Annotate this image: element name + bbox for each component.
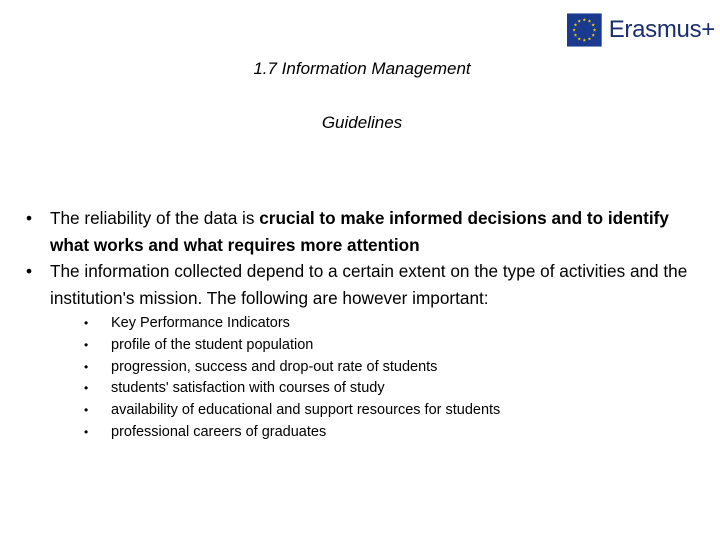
page-subtitle: Guidelines <box>321 113 403 132</box>
bullet-item <box>26 205 706 258</box>
bullet-marker: • <box>26 261 33 281</box>
sub-bullet-marker: • <box>84 359 89 374</box>
sub-bullet-text: progression, success and drop-out rate of students <box>111 358 438 375</box>
eu-flag-icon <box>567 9 602 51</box>
sub-bullet-item <box>50 422 706 444</box>
sub-bullet-marker: • <box>84 337 89 352</box>
bullet-marker: • <box>26 208 33 228</box>
sub-bullet-item <box>50 357 706 379</box>
sub-bullet-item <box>50 400 706 422</box>
sub-bullet-text: Key Performance Indicators <box>111 315 290 331</box>
logo-text: Erasmus+ <box>608 16 715 43</box>
bullet-item <box>26 258 706 444</box>
sub-bullet-item <box>50 335 706 357</box>
sub-bullet-marker: • <box>84 381 89 396</box>
erasmus-plus-logo <box>567 8 715 52</box>
bullet-text: The information collected depend to a certain extent on the type of activities and the institution's mission. The following are however important: <box>50 261 688 308</box>
sub-bullet-item <box>50 378 706 400</box>
page-title: 1.7 Information Management <box>253 59 471 78</box>
bullet-list <box>26 205 706 444</box>
sub-bullet-marker: • <box>84 403 89 418</box>
bullet-emphasis: crucial to make informed decisions and to identify what works and what requires more attention <box>50 208 669 255</box>
sub-bullet-marker: • <box>84 424 89 439</box>
sub-bullet-text: professional careers of graduates <box>111 423 327 440</box>
sub-bullet-list <box>50 313 706 444</box>
sub-bullet-text: profile of the student population <box>111 336 314 353</box>
bullet-text: The reliability of the data is <box>50 208 260 228</box>
sub-bullet-text: availability of educational and support resources for students <box>111 402 501 419</box>
sub-bullet-item <box>50 313 706 335</box>
sub-bullet-marker: • <box>84 316 89 330</box>
sub-bullet-text: students' satisfaction with courses of study <box>111 380 385 397</box>
